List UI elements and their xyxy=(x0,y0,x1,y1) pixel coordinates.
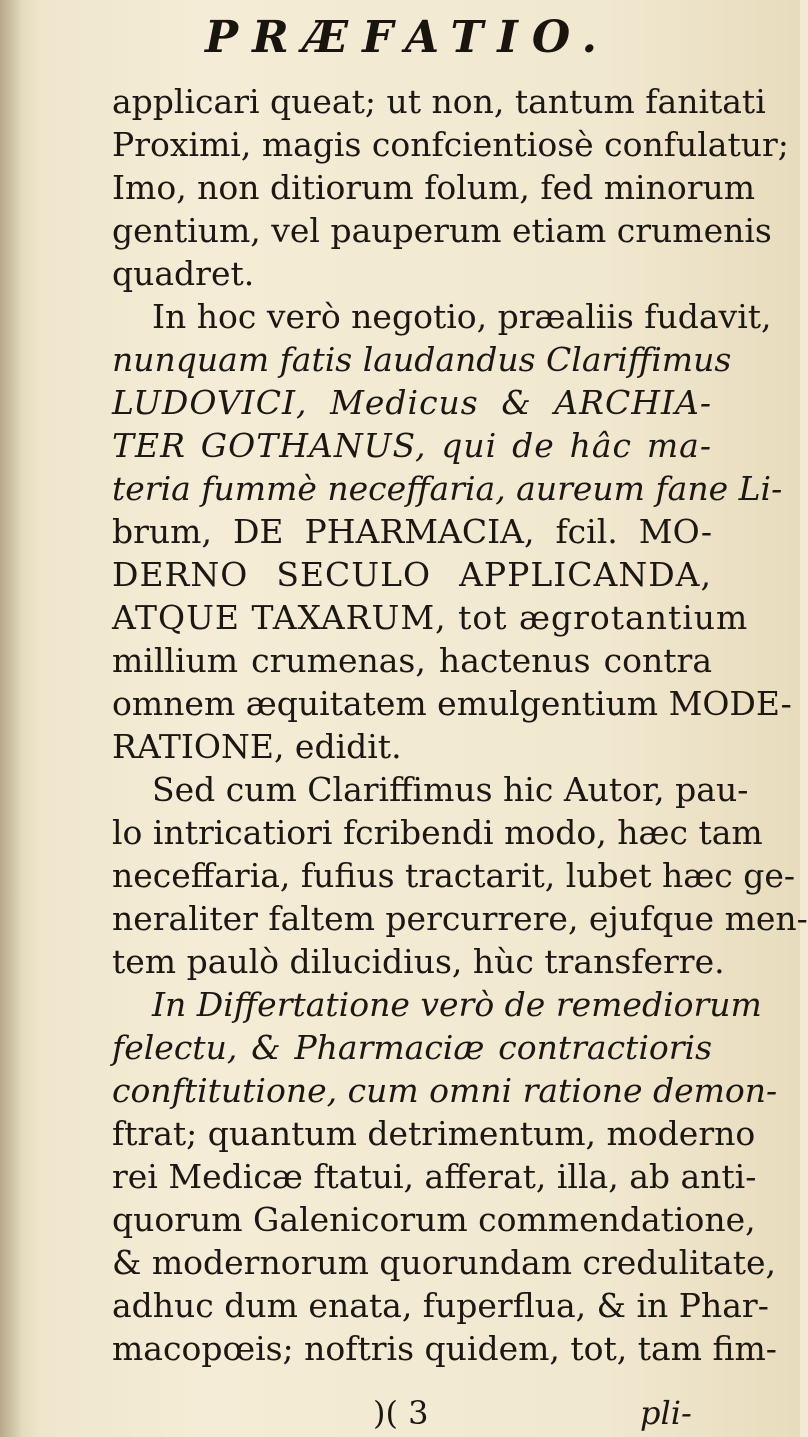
body-text xyxy=(92,80,808,1370)
text-line: omnem æquitatem emulgentium MODE- xyxy=(112,684,792,723)
text-line: TER GOTHANUS, qui de hâc ma- xyxy=(112,426,712,465)
catchword: pli- xyxy=(640,1394,692,1432)
text-line: adhuc dum enata, fuperflua, & in Phar- xyxy=(112,1286,769,1325)
text-line: gentium, vel pauperum etiam crumenis xyxy=(112,211,772,250)
text-line: macopœis; noftris quidem, tot, tam fim- xyxy=(112,1329,777,1368)
text-line: In Differtatione verò de remediorum xyxy=(152,985,762,1024)
text-line: brum, DE PHARMACIA, fcil. MO- xyxy=(112,512,712,551)
text-line: conftitutione, cum omni ratione demon- xyxy=(112,1071,778,1110)
text-line: Proximi, magis confcientiosè confulatur; xyxy=(112,125,789,164)
text-line: DERNO SECULO APPLICANDA, xyxy=(112,555,712,594)
text-line: rei Medicæ ftatui, afferat, illa, ab anti- xyxy=(112,1157,757,1196)
text-line: Sed cum Clariffimus hic Autor, pau- xyxy=(152,770,749,809)
text-line: applicari queat; ut non, tantum fanitati xyxy=(112,82,766,121)
text-line: quadret. xyxy=(112,254,255,293)
text-line: nunquam fatis laudandus Clariffimus xyxy=(112,340,732,379)
text-line: LUDOVICI, Medicus & ARCHIA- xyxy=(112,383,712,422)
text-line: & modernorum quorundam credulitate, xyxy=(112,1243,776,1282)
text-line: neraliter faltem percurrere, ejufque men- xyxy=(112,899,808,938)
text-line: teria fummè neceffaria, aureum fane Li- xyxy=(112,469,783,508)
text-line: ATQUE TAXARUM, tot ægrotantium xyxy=(112,598,749,637)
running-header: PRÆFATIO. xyxy=(205,12,611,63)
text-line: RATIONE, edidit. xyxy=(112,727,402,766)
text-line: Imo, non ditiorum folum, fed minorum xyxy=(112,168,756,207)
text-line: tem paulò dilucidius, hùc transferre. xyxy=(112,942,725,981)
text-line: lo intricatiori fcribendi modo, hæc tam xyxy=(112,813,763,852)
signature-mark: )( 3 xyxy=(373,1394,429,1432)
text-line: neceffaria, fufius tractarit, lubet hæc ge- xyxy=(112,856,796,895)
text-line: quorum Galenicorum commendatione, xyxy=(112,1200,756,1239)
text-line: millium crumenas, hactenus contra xyxy=(112,641,712,680)
text-line: ftrat; quantum detrimentum, moderno xyxy=(112,1114,756,1153)
text-line: felectu, & Pharmaciæ contractioris xyxy=(112,1028,712,1067)
text-line: In hoc verò negotio, præaliis fudavit, xyxy=(152,297,772,336)
gutter-shadow xyxy=(0,0,22,1437)
